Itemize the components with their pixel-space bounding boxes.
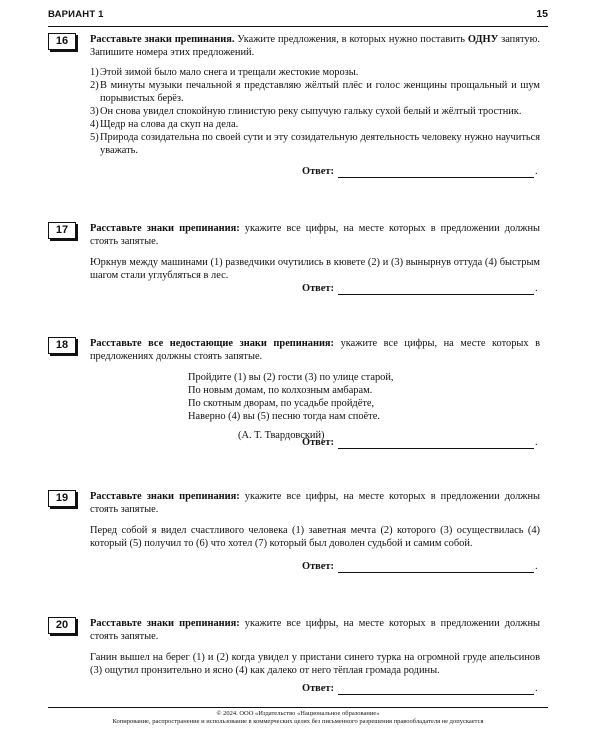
- instruction-emphasis: ОДНУ: [467, 34, 499, 45]
- instruction-text: укажите все цифры, на месте которых в предложении должны стоять запятые.: [90, 618, 540, 642]
- task-20-body: [90, 617, 540, 677]
- option-item: [90, 118, 540, 131]
- task-17-sentence: Юркнув между машинами (1) разведчики очутились в кювете (2) и (3) вынырнув оттуда (4) быстрым шагом стали углубляться в лес.: [90, 257, 540, 281]
- answer-period: .: [535, 561, 538, 572]
- copyright-line: © 2024. ООО «Издательство «Национальное образование»: [216, 710, 380, 717]
- instruction-text: укажите все цифры, на месте которых в предложениях должны стоять запятые.: [90, 338, 541, 362]
- answer-label: Ответ:: [302, 561, 334, 572]
- answer-label: Ответ:: [302, 683, 334, 694]
- task-20-answer[interactable]: [302, 683, 540, 697]
- instruction-bold: Расставьте знаки препинания.: [90, 34, 235, 45]
- instruction-bold: Расставьте все недостающие знаки препинания:: [90, 338, 335, 349]
- answer-period: .: [535, 283, 538, 294]
- option-text: Природа созидательна по своей сути и эту созидательную деятельность человеку нужно научиться уважать.: [100, 132, 540, 156]
- poem-line: Наверно (4) вы (5) песню тогда нам споёте.: [188, 411, 380, 422]
- task-18-poem: [188, 371, 540, 423]
- option-text: В минуты музыки печальной я представляю жёлтый плёс и голос женщины прощальный и шум порывистых берёз.: [100, 80, 540, 104]
- instruction-text: запятую. Запишите номера этих предложений.: [90, 34, 540, 58]
- task-number-19: 19: [48, 490, 76, 507]
- page-header: [48, 8, 548, 27]
- instruction-bold: Расставьте знаки препинания:: [90, 223, 240, 234]
- option-item: [90, 105, 540, 118]
- answer-period: .: [535, 437, 538, 448]
- page-number: 15: [536, 8, 548, 20]
- option-text: Этой зимой было мало снега и трещали жестокие морозы.: [100, 67, 359, 78]
- answer-label: Ответ:: [302, 166, 334, 177]
- answer-line[interactable]: [338, 294, 534, 295]
- task-17-instruction: [90, 222, 540, 248]
- copyright-notice: Копирование, распространение и использование в коммерческих целях без письменного разрешения правообладателя не допускается: [112, 718, 484, 725]
- answer-line[interactable]: [338, 694, 534, 695]
- instruction-text: укажите все цифры, на месте которых в предложении должны стоять запятые.: [90, 223, 540, 247]
- answer-label: Ответ:: [302, 283, 334, 294]
- task-19-sentence: Перед собой я видел счастливого человека (1) заветная мечта (2) которого (3) осуществилась (4) который (5) получил то (6) что хотел (7) который был доволен судьбой и самим собой.: [90, 525, 540, 549]
- task-16-options: [90, 66, 540, 157]
- task-number-20: 20: [48, 617, 76, 634]
- option-number: 5): [90, 132, 99, 143]
- task-18-instruction: [90, 337, 540, 363]
- option-item: [90, 79, 540, 105]
- task-18-answer[interactable]: [302, 437, 540, 451]
- task-number-17: 17: [48, 222, 76, 239]
- instruction-bold: Расставьте знаки препинания:: [90, 618, 240, 629]
- option-number: 1): [90, 67, 99, 78]
- page-footer: [48, 707, 548, 726]
- poem-line: По новым домам, по колхозным амбарам.: [188, 385, 373, 396]
- answer-period: .: [535, 683, 538, 694]
- task-16-instruction: [90, 33, 540, 59]
- poem-line: По скотным дворам, по усадьбе пройдёте,: [188, 398, 375, 409]
- answer-period: .: [535, 166, 538, 177]
- option-number: 4): [90, 119, 99, 130]
- poem-author: (А. Т. Твардовский): [238, 430, 325, 441]
- task-20-sentence: Ганин вышел на берег (1) и (2) когда увидел у пристани синего турка на огромной груде апельсинов (3) ощутил пронзительно и ясно (4) как далеко от него тёплая громада родины.: [90, 652, 540, 676]
- answer-label: Ответ:: [302, 437, 334, 448]
- answer-line[interactable]: [338, 572, 534, 573]
- poem-line: Пройдите (1) вы (2) гости (3) по улице старой,: [188, 372, 394, 383]
- task-number-18: 18: [48, 337, 76, 354]
- option-text: Щедр на слова да скуп на дела.: [100, 119, 239, 130]
- option-number: 3): [90, 106, 99, 117]
- answer-line[interactable]: [338, 177, 534, 178]
- option-text: Он снова увидел спокойную глинистую реку сыпучую гальку сухой белый и жёлтый тростник.: [100, 106, 522, 117]
- instruction-text: Укажите предложения, в которых нужно поставить: [234, 34, 468, 45]
- option-item: [90, 66, 540, 79]
- variant-label: ВАРИАНТ 1: [48, 9, 104, 20]
- task-19-answer[interactable]: [302, 561, 540, 575]
- task-16-body: [90, 33, 540, 157]
- instruction-text: укажите все цифры, на месте которых в предложении должны стоять запятые.: [90, 491, 540, 515]
- task-20-instruction: [90, 617, 540, 643]
- option-item: [90, 131, 540, 157]
- answer-line[interactable]: [338, 448, 534, 449]
- option-number: 2): [90, 80, 99, 91]
- task-19-instruction: [90, 490, 540, 516]
- instruction-bold: Расставьте знаки препинания:: [90, 491, 240, 502]
- task-16-answer[interactable]: [302, 166, 540, 180]
- task-18-body: [90, 337, 540, 442]
- task-17-answer[interactable]: [302, 283, 540, 297]
- task-19-body: [90, 490, 540, 550]
- task-number-16: 16: [48, 33, 76, 50]
- task-17-body: [90, 222, 540, 282]
